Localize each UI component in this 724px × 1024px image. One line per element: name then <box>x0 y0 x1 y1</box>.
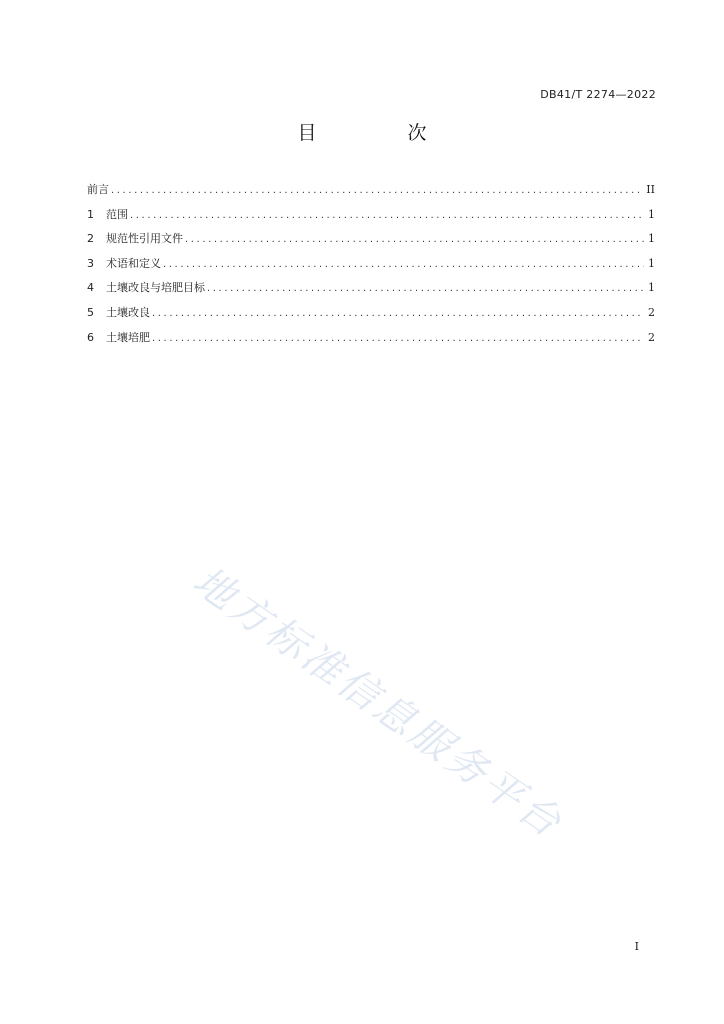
toc-entry-foreword[interactable] <box>87 181 655 206</box>
toc-entry-label: 土壤改良与培肥目标 <box>106 281 205 295</box>
toc-entry-4[interactable] <box>87 279 655 304</box>
toc-entry-page: 1 <box>648 232 655 246</box>
toc-entry-6[interactable] <box>87 329 655 354</box>
toc-entry-5[interactable] <box>87 304 655 329</box>
watermark: 地方标准信息服务平台 <box>184 557 572 848</box>
toc-entry-label: 土壤培肥 <box>106 330 150 344</box>
toc-entry-label: 土壤改良 <box>106 305 150 319</box>
toc-leader-dots <box>152 330 644 348</box>
toc-entry-number: 6 <box>87 330 94 344</box>
toc-entry-page: 2 <box>648 305 655 319</box>
toc-entry-1[interactable] <box>87 206 655 231</box>
toc-entry-page: 1 <box>648 207 655 221</box>
toc-entry-number: 2 <box>87 232 94 246</box>
toc-entry-number: 3 <box>87 256 94 270</box>
toc-entry-page: 1 <box>648 281 655 295</box>
toc-leader-dots <box>207 280 644 298</box>
toc-entry-label: 术语和定义 <box>106 256 161 270</box>
standard-code: DB41/T 2274—2022 <box>540 88 656 101</box>
toc-entry-2[interactable] <box>87 230 655 255</box>
table-of-contents <box>87 181 655 353</box>
page-number: I <box>634 940 639 953</box>
toc-entry-page: 1 <box>648 256 655 270</box>
toc-entry-number: 4 <box>87 281 94 295</box>
toc-leader-dots <box>130 207 644 225</box>
toc-entry-page: II <box>646 183 655 196</box>
toc-entry-label: 前言 <box>87 183 109 196</box>
toc-leader-dots <box>163 256 644 274</box>
toc-leader-dots <box>185 231 644 249</box>
toc-leader-dots <box>152 305 644 323</box>
toc-entry-label: 范围 <box>106 207 128 221</box>
toc-entry-number: 1 <box>87 207 94 221</box>
toc-entry-label: 规范性引用文件 <box>106 232 183 246</box>
toc-entry-page: 2 <box>648 330 655 344</box>
toc-leader-dots <box>111 182 642 200</box>
page-title: 目 次 <box>297 122 463 144</box>
toc-entry-number: 5 <box>87 305 94 319</box>
toc-entry-3[interactable] <box>87 255 655 280</box>
